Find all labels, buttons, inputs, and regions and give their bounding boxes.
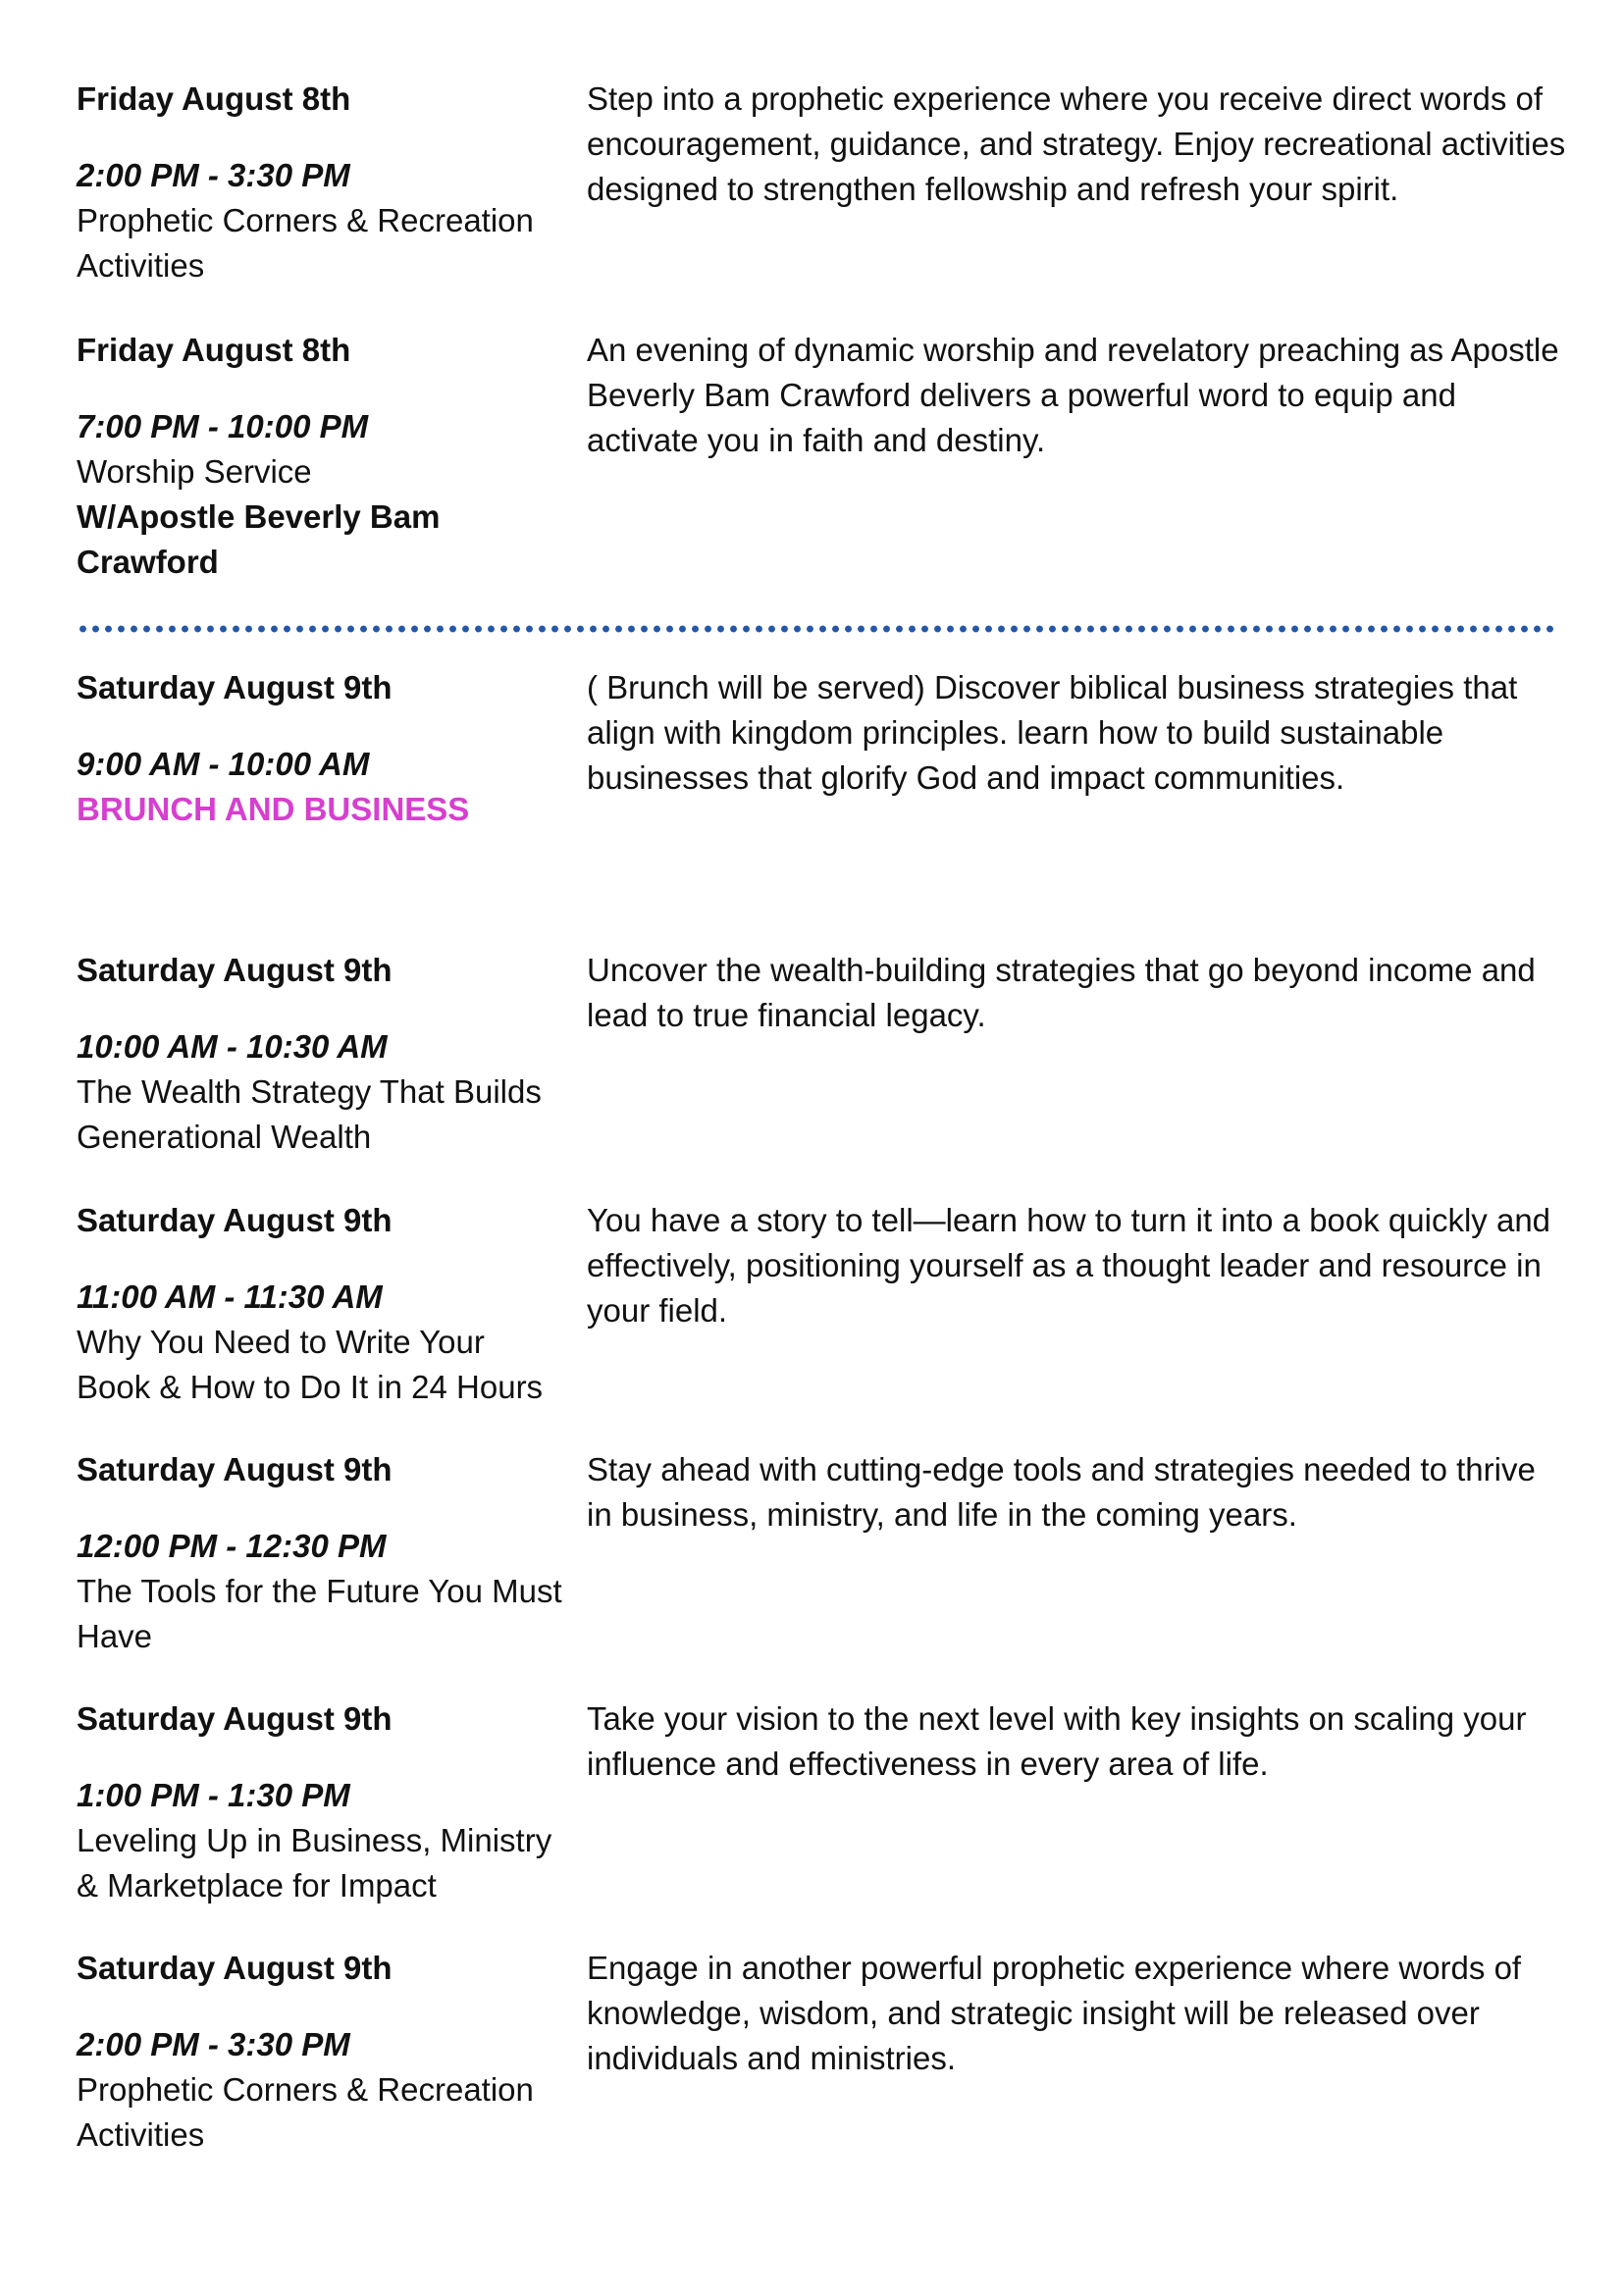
entry-info [77,1946,567,2158]
entry-info [77,328,567,585]
entry-date: Saturday August 9th [77,669,393,705]
entry-info [77,1696,567,1908]
entry-info [77,948,567,1160]
entry-description-column [587,948,1568,1038]
entry-title: Leveling Up in Business, Ministry & Marketplace for Impact [77,1822,552,1904]
entry-date: Friday August 8th [77,332,351,368]
entry-time: 10:00 AM - 10:30 AM [77,1028,388,1065]
entry-description: Step into a prophetic experience where you receive direct words of encouragement, guidance, and strategy. Enjoy recreational activities designed to strengthen fellowship and refresh your spirit. [587,80,1566,207]
entry-description: You have a story to tell—learn how to turn it into a book quickly and effectively, positioning yourself as a thought leader and resource in your field. [587,1202,1551,1329]
entry-title: Worship Service [77,453,312,490]
entry-time: 7:00 PM - 10:00 PM [77,408,369,444]
entry-description-column [587,1696,1568,1787]
entry-info [77,77,567,288]
entry-description-column [587,1447,1568,1538]
entry-title: Why You Need to Write Your Book & How to Do It in 24 Hours [77,1324,544,1405]
entry-time: 11:00 AM - 11:30 AM [77,1278,383,1315]
entry-date: Saturday August 9th [77,1202,393,1238]
entry-date: Saturday August 9th [77,1451,393,1487]
entry-date: Saturday August 9th [77,1700,393,1737]
entry-time: 9:00 AM - 10:00 AM [77,746,370,782]
entry-title: The Tools for the Future You Must Have [77,1573,562,1654]
entry-speaker: W/Apostle Beverly Bam Crawford [77,498,441,580]
entry-title: Prophetic Corners & Recreation Activities [77,2071,534,2153]
entry-date: Saturday August 9th [77,952,393,988]
entry-time: 2:00 PM - 3:30 PM [77,2026,350,2062]
entry-time: 1:00 PM - 1:30 PM [77,1777,350,1813]
entry-description: An evening of dynamic worship and revelatory preaching as Apostle Beverly Bam Crawford delivers a powerful word to equip and activate you in faith and destiny. [587,332,1559,458]
entry-date: Friday August 8th [77,80,351,117]
entry-description: Stay ahead with cutting-edge tools and strategies needed to thrive in business, ministry, and life in the coming years. [587,1451,1536,1533]
entry-time: 12:00 PM - 12:30 PM [77,1528,387,1564]
entry-description: Take your vision to the next level with key insights on scaling your influence and effectiveness in every area of life. [587,1700,1527,1782]
entry-description-column [587,1198,1568,1333]
entry-description: Engage in another powerful prophetic experience where words of knowledge, wisdom, and strategic insight will be released over individuals and ministries. [587,1950,1522,2076]
entry-description: ( Brunch will be served) Discover biblical business strategies that align with kingdom principles. learn how to build sustainable businesses that glorify God and impact communities. [587,669,1518,796]
entry-description-column [587,665,1568,801]
entry-description: Uncover the wealth-building strategies that go beyond income and lead to true financial legacy. [587,952,1536,1033]
entry-description-column [587,1946,1568,2081]
entry-date: Saturday August 9th [77,1950,393,1986]
entry-info [77,1447,567,1659]
entry-info [77,1198,567,1410]
entry-title: BRUNCH AND BUSINESS [77,791,470,827]
dotted-divider [77,624,1558,634]
entry-description-column [587,77,1568,212]
entry-time: 2:00 PM - 3:30 PM [77,157,350,193]
entry-description-column [587,328,1568,463]
entry-title: Prophetic Corners & Recreation Activities [77,202,534,284]
entry-title: The Wealth Strategy That Builds Generational Wealth [77,1073,542,1155]
entry-info [77,665,567,832]
